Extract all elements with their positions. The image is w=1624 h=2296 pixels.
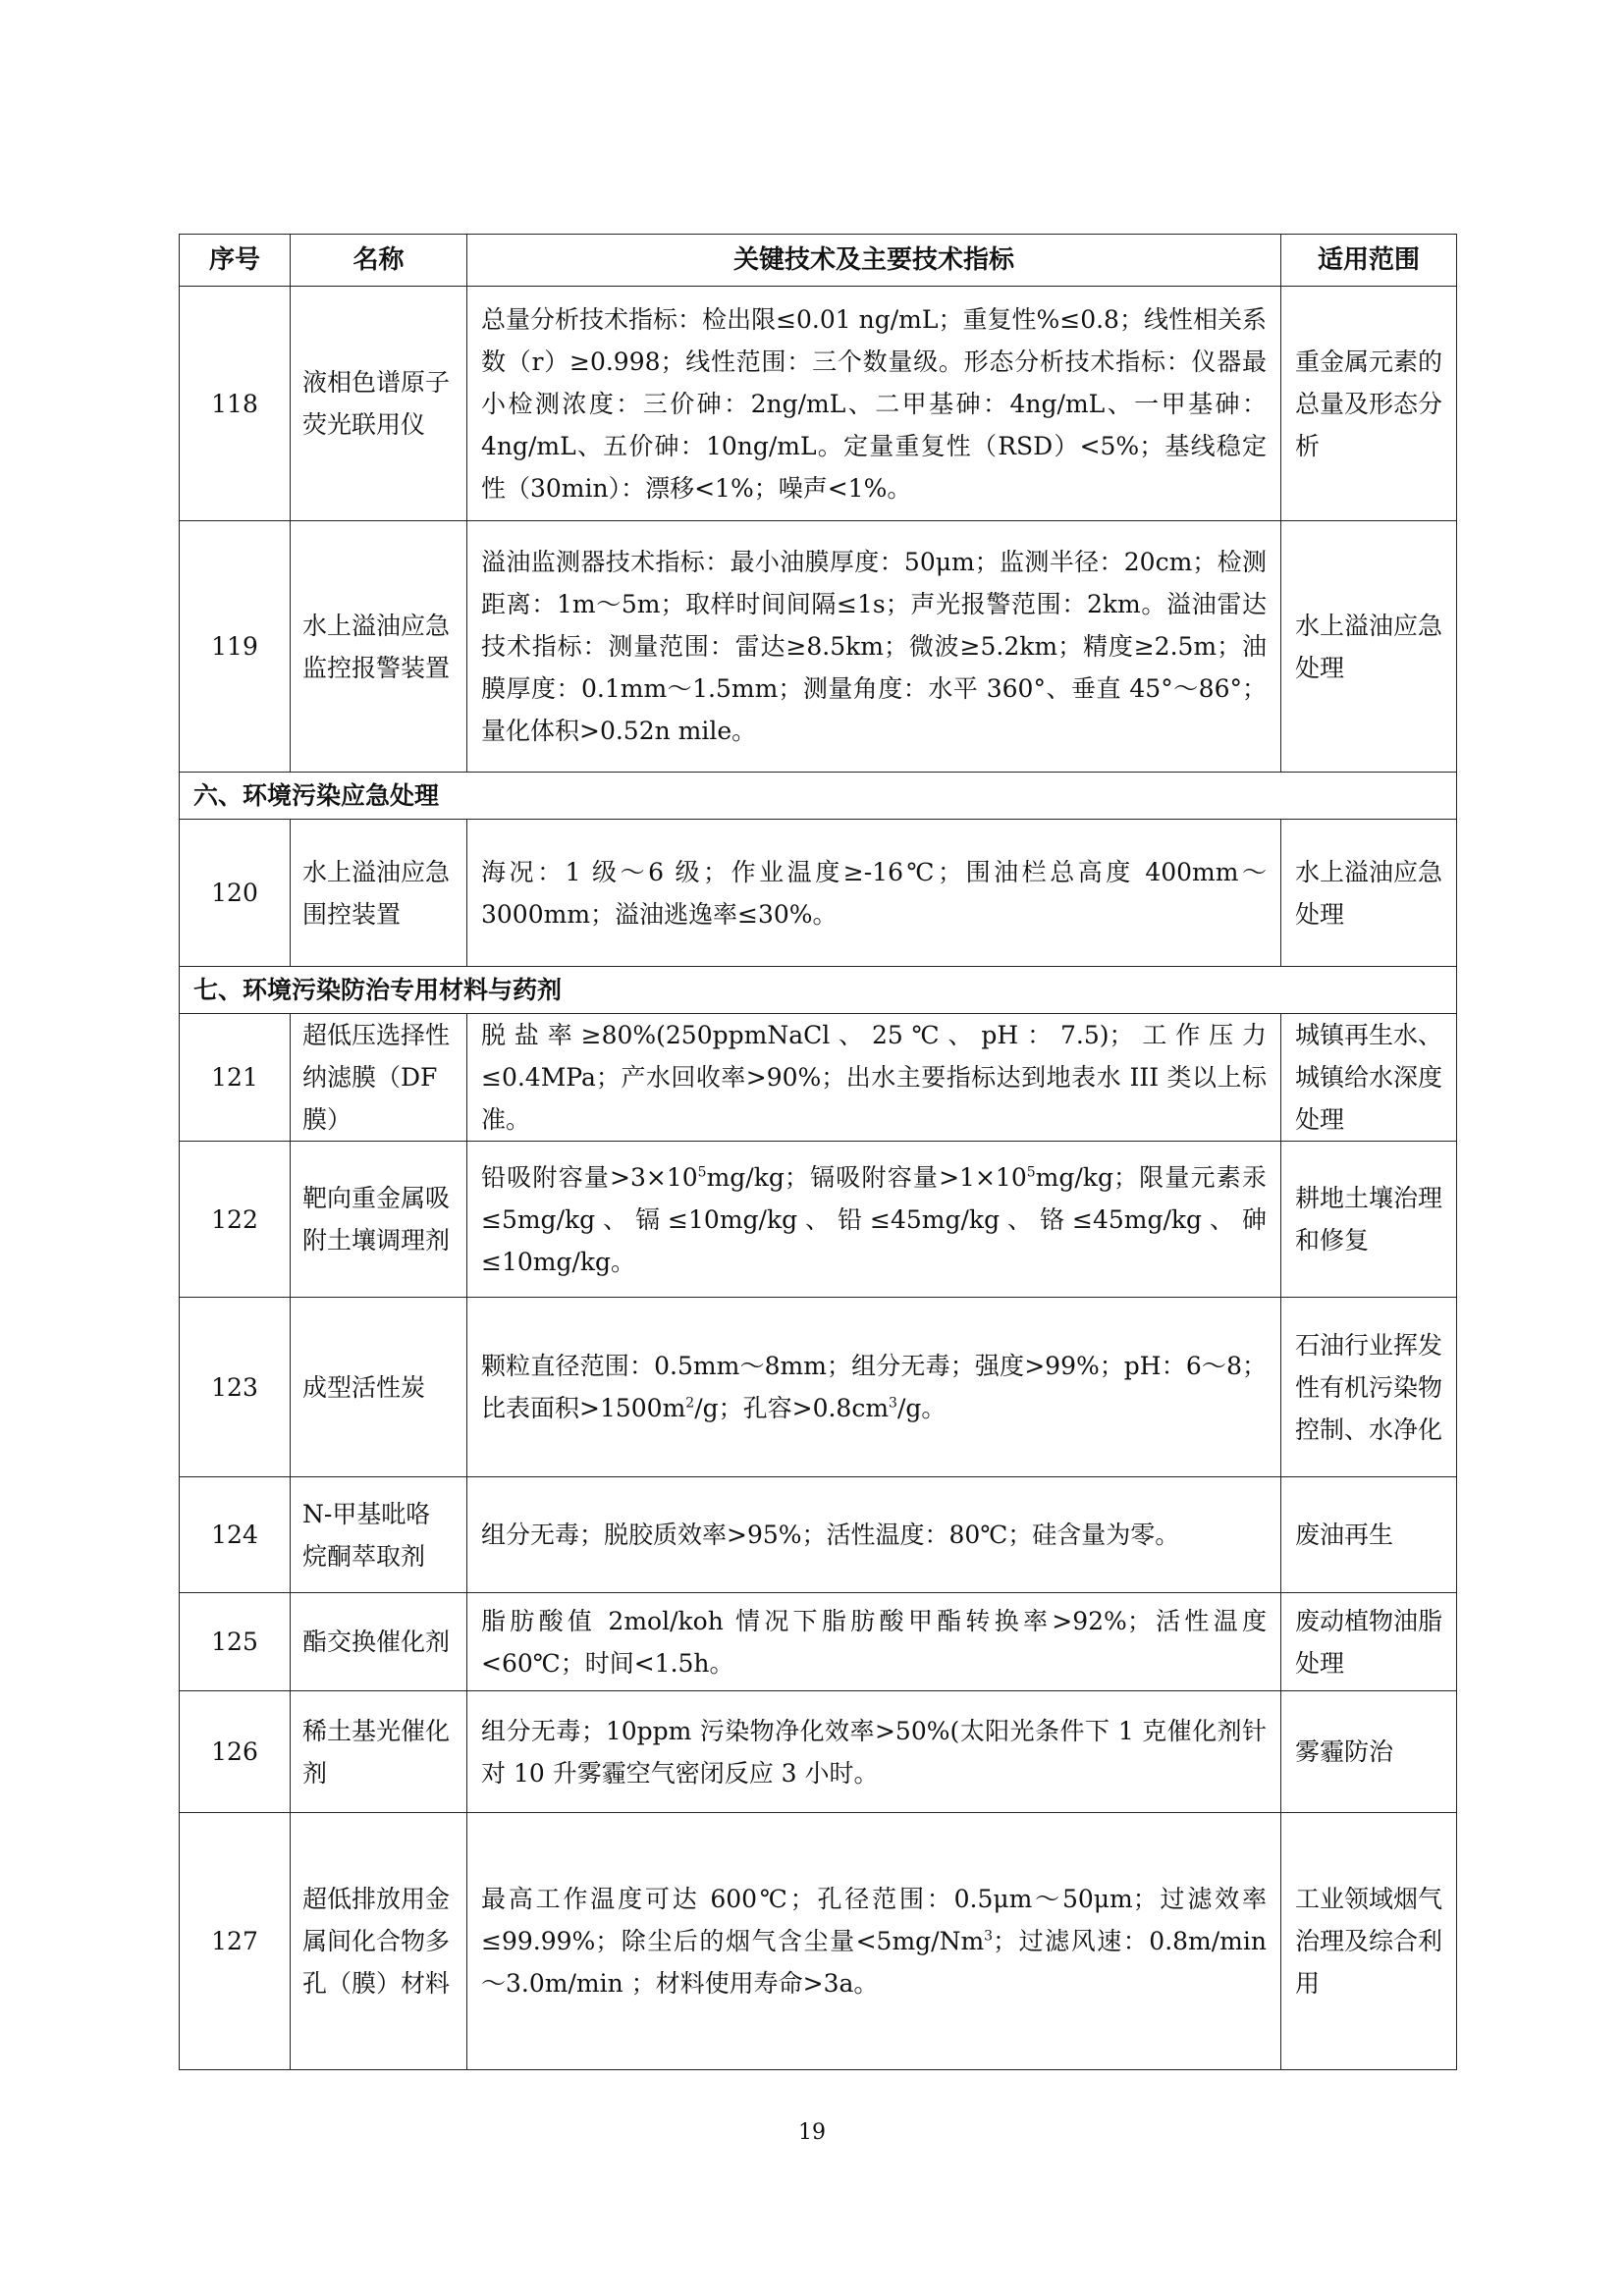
row-name: 超低压选择性纳滤膜（DF 膜） xyxy=(291,1014,467,1142)
row-spec: 总量分析技术指标：检出限≤0.01 ng/mL；重复性%≤0.8；线性相关系数（r）≥0.998；线性范围：三个数量级。形态分析技术指标：仪器最小检测浓度：三价砷：2ng/mL、二甲基砷：4ng/mL、一甲基砷：4ng/mL、五价砷：10ng/mL。定量重复性（RSD）<5%；基线稳定性（30min）：漂移<1%；噪声<1%。 xyxy=(467,287,1281,521)
row-name: 成型活性炭 xyxy=(291,1298,467,1477)
row-name: 酯交换催化剂 xyxy=(291,1593,467,1691)
row-scope: 城镇再生水、城镇给水深度处理 xyxy=(1281,1014,1457,1142)
row-scope: 重金属元素的总量及形态分析 xyxy=(1281,287,1457,521)
header-scope: 适用范围 xyxy=(1281,235,1457,287)
header-name: 名称 xyxy=(291,235,467,287)
row-number: 123 xyxy=(180,1298,291,1477)
table-header-row xyxy=(180,235,1457,287)
section-title-7: 七、环境污染防治专用材料与药剂 xyxy=(180,967,1457,1014)
table-row xyxy=(180,1014,1457,1142)
row-name: 超低排放用金属间化合物多孔（膜）材料 xyxy=(291,1813,467,2070)
table-row xyxy=(180,1691,1457,1813)
table-row xyxy=(180,1142,1457,1298)
row-spec: 海况：1 级～6 级；作业温度≥-16℃；围油栏总高度 400mm～3000mm；溢油逃逸率≤30%。 xyxy=(467,820,1281,967)
table-row xyxy=(180,820,1457,967)
row-number: 124 xyxy=(180,1477,291,1593)
row-scope: 耕地土壤治理和修复 xyxy=(1281,1142,1457,1298)
row-scope: 废动植物油脂处理 xyxy=(1281,1593,1457,1691)
row-spec: 铅吸附容量$>3\times 10^5mg/kg$；镉吸附容量$>1\times 10^5mg/kg$；限量元素汞≤5mg/kg、镉≤10mg/kg、铅≤45mg/kg、铬≤45mg/kg、砷≤10mg/kg。 xyxy=(467,1142,1281,1298)
row-spec: 组分无毒；脱胶质效率>95%；活性温度：80℃；硅含量为零。 xyxy=(467,1477,1281,1593)
row-name: 水上溢油应急围控装置 xyxy=(291,820,467,967)
row-number: 121 xyxy=(180,1014,291,1142)
section-row xyxy=(180,967,1457,1014)
table-row xyxy=(180,1593,1457,1691)
table-row xyxy=(180,1298,1457,1477)
row-number: 119 xyxy=(180,521,291,773)
row-scope: 水上溢油应急处理 xyxy=(1281,820,1457,967)
row-name: 靶向重金属吸附土壤调理剂 xyxy=(291,1142,467,1298)
row-number: 120 xyxy=(180,820,291,967)
table-row xyxy=(180,287,1457,521)
section-title-6: 六、环境污染应急处理 xyxy=(180,773,1457,820)
row-scope: 废油再生 xyxy=(1281,1477,1457,1593)
row-scope: 雾霾防治 xyxy=(1281,1691,1457,1813)
header-spec: 关键技术及主要技术指标 xyxy=(467,235,1281,287)
row-spec: 最高工作温度可达 600℃；孔径范围：0.5μm～50μm；过滤效率≤99.99%；除尘后的烟气含尘量$<5mg/Nm^3$；过滤风速：0.8m/min～3.0m/min ；材料使用寿命>3a。 xyxy=(467,1813,1281,2070)
header-serial: 序号 xyxy=(180,235,291,287)
row-scope: 水上溢油应急处理 xyxy=(1281,521,1457,773)
row-number: 127 xyxy=(180,1813,291,2070)
row-number: 126 xyxy=(180,1691,291,1813)
table-row xyxy=(180,521,1457,773)
technology-table xyxy=(179,234,1457,2070)
row-spec: 溢油监测器技术指标：最小油膜厚度：50μm；监测半径：20cm；检测距离：1m～5m；取样时间间隔≤1s；声光报警范围：2km。溢油雷达技术指标：测量范围：雷达≥8.5km；微波≥5.2km；精度≥2.5m；油膜厚度：0.1mm～1.5mm；测量角度：水平 360°、垂直 45°～86°；量化体积>0.52n mile。 xyxy=(467,521,1281,773)
table-row xyxy=(180,1813,1457,2070)
document-table-container xyxy=(179,234,1456,2070)
row-name: 水上溢油应急监控报警装置 xyxy=(291,521,467,773)
row-scope: 工业领域烟气治理及综合利用 xyxy=(1281,1813,1457,2070)
row-number: 125 xyxy=(180,1593,291,1691)
table-row xyxy=(180,1477,1457,1593)
row-spec: 颗粒直径范围：0.5mm～8mm；组分无毒；强度>99%；pH：6～8；比表面积$>1500m^2/g$；孔容$>0.8cm^3/g$。 xyxy=(467,1298,1281,1477)
row-name: N-甲基吡咯烷酮萃取剂 xyxy=(291,1477,467,1593)
page-number: 19 xyxy=(798,2120,826,2145)
section-row xyxy=(180,773,1457,820)
row-name: 稀土基光催化剂 xyxy=(291,1691,467,1813)
row-spec: 脂肪酸值 2mol/koh 情况下脂肪酸甲酯转换率>92%；活性温度<60℃；时间<1.5h。 xyxy=(467,1593,1281,1691)
row-number: 118 xyxy=(180,287,291,521)
row-number: 122 xyxy=(180,1142,291,1298)
row-spec: 脱盐率≥80%(250ppmNaCl、25℃、pH：7.5)；工作压力≤0.4MPa；产水回收率>90%；出水主要指标达到地表水 III 类以上标准。 xyxy=(467,1014,1281,1142)
row-name: 液相色谱原子荧光联用仪 xyxy=(291,287,467,521)
row-spec: 组分无毒；10ppm 污染物净化效率>50%(太阳光条件下 1 克催化剂针对 10 升雾霾空气密闭反应 3 小时。 xyxy=(467,1691,1281,1813)
row-scope: 石油行业挥发性有机污染物控制、水净化 xyxy=(1281,1298,1457,1477)
